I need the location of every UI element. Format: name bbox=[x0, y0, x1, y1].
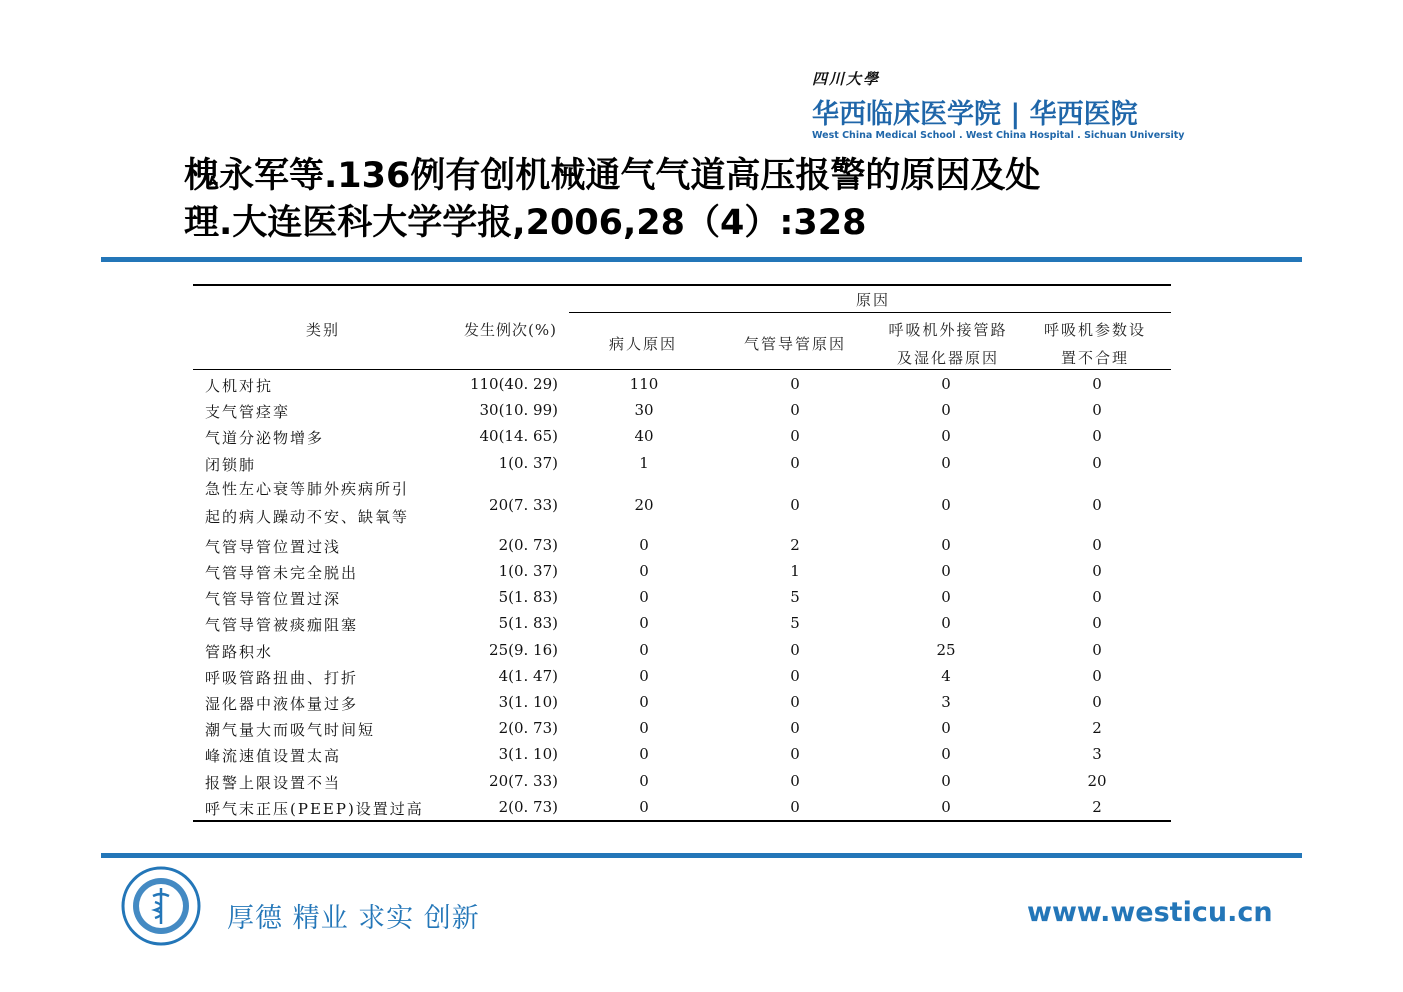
row-tube: 0 bbox=[790, 375, 800, 393]
row-patient: 0 bbox=[639, 640, 649, 659]
row-params: 0 bbox=[1092, 453, 1102, 472]
row-category: 支气管痉挛 bbox=[205, 403, 291, 422]
row-patient: 40 bbox=[634, 427, 654, 446]
row-patient: 30 bbox=[634, 401, 654, 420]
row-patient: 0 bbox=[639, 745, 649, 764]
row-category: 急性左心衰等肺外疾病所引 bbox=[205, 479, 410, 498]
row-circuit: 0 bbox=[941, 771, 951, 790]
row-circuit: 0 bbox=[941, 453, 951, 472]
university-name: 四川大學 bbox=[812, 70, 881, 88]
table-row bbox=[193, 534, 1171, 560]
row-category: 气道分泌物增多 bbox=[205, 429, 325, 448]
row-occurrence: 2(0. 73) bbox=[498, 797, 558, 816]
row-patient: 0 bbox=[639, 719, 649, 738]
table-top-border bbox=[193, 284, 1171, 286]
row-patient: 20 bbox=[634, 495, 654, 514]
row-category: 气管导管位置过深 bbox=[205, 590, 342, 609]
table-row bbox=[193, 399, 1171, 425]
row-circuit: 0 bbox=[941, 797, 951, 816]
row-params: 0 bbox=[1092, 588, 1102, 607]
row-circuit: 0 bbox=[941, 495, 951, 514]
row-category: 管路积水 bbox=[205, 642, 274, 661]
row-patient: 0 bbox=[639, 614, 649, 633]
header-params bbox=[1030, 316, 1160, 372]
footer-url-link[interactable]: www.westicu.cn bbox=[1027, 897, 1273, 928]
row-tube: 0 bbox=[790, 401, 800, 420]
bottom-divider bbox=[101, 853, 1302, 858]
row-patient: 0 bbox=[639, 588, 649, 607]
row-params: 0 bbox=[1092, 427, 1102, 446]
university-seal-icon bbox=[121, 866, 201, 946]
row-patient: 0 bbox=[639, 797, 649, 816]
table-row bbox=[193, 639, 1171, 665]
row-patient: 110 bbox=[629, 375, 659, 393]
row-occurrence: 4(1. 47) bbox=[498, 666, 558, 685]
row-params: 0 bbox=[1092, 401, 1102, 420]
header-params-line2: 置不合理 bbox=[1060, 349, 1129, 367]
row-tube: 0 bbox=[790, 797, 800, 816]
row-tube: 0 bbox=[790, 693, 800, 711]
row-params: 0 bbox=[1092, 535, 1102, 554]
row-occurrence: 3(1. 10) bbox=[498, 745, 558, 764]
row-occurrence: 5(1. 83) bbox=[498, 614, 558, 633]
row-params: 0 bbox=[1092, 614, 1102, 633]
table-row bbox=[193, 691, 1171, 717]
row-tube: 0 bbox=[790, 666, 800, 685]
row-occurrence: 20(7. 33) bbox=[489, 771, 558, 790]
table-row bbox=[193, 612, 1171, 638]
row-occurrence: 2(0. 73) bbox=[498, 719, 558, 738]
row-category-line2: 起的病人躁动不安、缺氧等 bbox=[205, 507, 410, 526]
header-patient: 病人原因 bbox=[608, 335, 677, 353]
row-circuit: 0 bbox=[941, 427, 951, 446]
table-row bbox=[193, 452, 1171, 478]
row-occurrence: 25(9. 16) bbox=[489, 640, 558, 659]
row-patient: 0 bbox=[639, 562, 649, 580]
table-row bbox=[193, 425, 1171, 451]
row-occurrence: 110(40. 29) bbox=[469, 375, 558, 393]
header-circuit-line2: 及湿化器原因 bbox=[896, 349, 999, 367]
row-patient: 0 bbox=[639, 666, 649, 685]
row-params: 0 bbox=[1092, 666, 1102, 685]
row-category: 气管导管位置过浅 bbox=[205, 537, 342, 556]
row-category: 湿化器中液体量过多 bbox=[205, 695, 359, 713]
row-occurrence: 1(0. 37) bbox=[498, 562, 558, 580]
table-row bbox=[193, 373, 1171, 399]
row-patient: 0 bbox=[639, 771, 649, 790]
row-category: 呼吸管路扭曲、打折 bbox=[205, 668, 359, 687]
row-circuit: 0 bbox=[941, 562, 951, 580]
table-row bbox=[193, 717, 1171, 743]
header-circuit bbox=[873, 316, 1023, 372]
row-tube: 0 bbox=[790, 745, 800, 764]
row-circuit: 0 bbox=[941, 745, 951, 764]
row-occurrence: 30(10. 99) bbox=[479, 401, 558, 420]
row-category: 报警上限设置不当 bbox=[205, 773, 342, 792]
row-circuit: 0 bbox=[941, 401, 951, 420]
row-category: 呼气末正压(PEEP)设置过高 bbox=[205, 799, 424, 818]
row-category: 人机对抗 bbox=[205, 377, 274, 395]
table-row bbox=[193, 796, 1171, 822]
table-row bbox=[193, 743, 1171, 769]
row-params: 20 bbox=[1087, 771, 1107, 790]
top-divider bbox=[101, 257, 1302, 262]
row-circuit: 0 bbox=[941, 719, 951, 738]
row-params: 3 bbox=[1092, 745, 1102, 764]
row-params: 0 bbox=[1092, 640, 1102, 659]
row-tube: 0 bbox=[790, 453, 800, 472]
row-tube: 0 bbox=[790, 640, 800, 659]
row-params: 2 bbox=[1092, 797, 1102, 816]
row-tube: 0 bbox=[790, 427, 800, 446]
row-occurrence: 20(7. 33) bbox=[489, 495, 558, 514]
header-cause-group: 原因 bbox=[855, 291, 890, 309]
row-circuit: 4 bbox=[941, 666, 951, 685]
row-circuit: 0 bbox=[941, 614, 951, 633]
header-occurrence: 发生例次(%) bbox=[464, 321, 557, 339]
row-occurrence: 2(0. 73) bbox=[498, 535, 558, 554]
row-tube: 5 bbox=[790, 614, 800, 633]
row-tube: 0 bbox=[790, 495, 800, 514]
row-circuit: 25 bbox=[936, 640, 956, 659]
header-category: 类别 bbox=[305, 321, 340, 339]
footer-slogan: 厚德 精业 求实 创新 bbox=[227, 903, 480, 934]
header-bottom-border bbox=[193, 369, 1171, 370]
row-occurrence: 1(0. 37) bbox=[498, 453, 558, 472]
row-params: 2 bbox=[1092, 719, 1102, 738]
row-category: 气管导管未完全脱出 bbox=[205, 564, 359, 582]
row-params: 0 bbox=[1092, 693, 1102, 711]
header-params-line1: 呼吸机参数设 bbox=[1043, 321, 1146, 339]
row-occurrence: 5(1. 83) bbox=[498, 588, 558, 607]
row-circuit: 0 bbox=[941, 375, 951, 393]
school-name: 华西临床医学院 | 华西医院 bbox=[812, 99, 1138, 130]
row-tube: 1 bbox=[790, 562, 800, 580]
row-category: 闭锁肺 bbox=[205, 455, 257, 474]
row-params: 0 bbox=[1092, 495, 1102, 514]
title-line-2: 理.大连医科大学学报,2006,28（4）:328 bbox=[184, 203, 867, 243]
school-logo bbox=[812, 68, 1212, 146]
row-category: 气管导管被痰痂阻塞 bbox=[205, 616, 359, 635]
header-tube: 气管导管原因 bbox=[743, 335, 846, 353]
table-row bbox=[193, 478, 1171, 534]
table-row bbox=[193, 770, 1171, 796]
table-row bbox=[193, 560, 1171, 586]
row-circuit: 0 bbox=[941, 535, 951, 554]
row-tube: 5 bbox=[790, 588, 800, 607]
row-patient: 0 bbox=[639, 535, 649, 554]
row-tube: 2 bbox=[790, 535, 800, 554]
row-occurrence: 3(1. 10) bbox=[498, 693, 558, 711]
row-occurrence: 40(14. 65) bbox=[479, 427, 558, 446]
table-row bbox=[193, 665, 1171, 691]
row-tube: 0 bbox=[790, 771, 800, 790]
page-title bbox=[184, 153, 1184, 247]
school-english-name: West China Medical School . West China Hospital . Sichuan University bbox=[812, 130, 1185, 141]
data-table bbox=[193, 284, 1171, 822]
row-params: 0 bbox=[1092, 562, 1102, 580]
row-params: 0 bbox=[1092, 375, 1102, 393]
row-circuit: 0 bbox=[941, 588, 951, 607]
table-row bbox=[193, 586, 1171, 612]
title-line-1: 槐永军等.136例有创机械通气气道高压报警的原因及处 bbox=[184, 156, 1041, 196]
row-patient: 0 bbox=[639, 693, 649, 711]
header-circuit-line1: 呼吸机外接管路 bbox=[888, 321, 1008, 339]
row-tube: 0 bbox=[790, 719, 800, 738]
row-category: 潮气量大而吸气时间短 bbox=[205, 721, 376, 740]
row-category: 峰流速值设置太高 bbox=[205, 747, 342, 766]
row-patient: 1 bbox=[639, 453, 649, 472]
row-circuit: 3 bbox=[941, 693, 951, 711]
